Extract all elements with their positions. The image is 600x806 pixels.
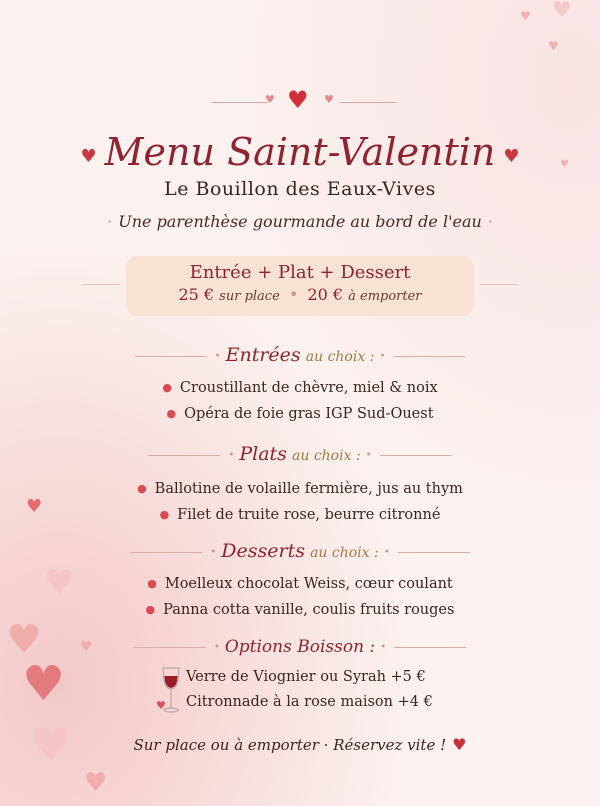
heart-icon: ♥	[6, 617, 42, 663]
menu-item	[0, 576, 600, 592]
divider	[480, 284, 518, 285]
deal-label: Entrée + Plat + Dessert	[189, 262, 411, 283]
menu-item	[0, 507, 600, 523]
footer-text: Sur place ou à emporter · Réservez vite !	[133, 736, 447, 754]
dot-icon: •	[365, 450, 372, 461]
heart-icon: ♥	[548, 39, 559, 53]
prices-row	[126, 285, 474, 304]
heart-icon: ♥	[26, 496, 43, 517]
divider	[393, 356, 465, 357]
tagline: Une parenthèse gourmande au bord de l'eau	[118, 212, 482, 231]
menu-item-text: Panna cotta vanille, coulis fruits rouges	[163, 602, 455, 618]
section-choice: au choix :	[305, 349, 375, 365]
bullet-icon: ●	[137, 482, 147, 495]
section-header-desserts	[0, 540, 600, 562]
dot-icon: •	[210, 547, 217, 558]
dot-icon: •	[380, 642, 387, 653]
dot-icon: •	[228, 450, 235, 461]
section-header-mains	[0, 443, 600, 465]
heart-icon: ♥	[156, 699, 166, 712]
heart-icon: ♥	[80, 639, 93, 655]
dot-icon: ·	[107, 212, 113, 231]
heart-icon: ♥	[560, 159, 569, 170]
divider	[398, 552, 470, 553]
tagline-row	[0, 212, 600, 231]
menu-item-text: Ballotine de volaille fermière, jus au thym	[154, 481, 463, 497]
divider	[394, 647, 466, 648]
heart-icon: ♥	[22, 656, 66, 712]
heart-icon: ♥	[520, 9, 531, 23]
section-title: Plats	[239, 443, 287, 465]
page-title: Menu Saint-Valentin	[104, 130, 496, 174]
price-on-site: 25 €	[178, 285, 215, 304]
divider	[135, 356, 207, 357]
divider	[130, 552, 202, 553]
top-ornament	[0, 88, 600, 116]
heart-icon: ♥	[503, 146, 520, 167]
bullet-icon: ●	[145, 603, 156, 616]
menu-item	[0, 380, 600, 396]
heart-icon: ♥	[30, 718, 72, 772]
menu-item	[0, 602, 600, 618]
dot-icon: ·	[487, 212, 493, 231]
bullet-icon: ●	[147, 577, 157, 590]
drink-item: Citronnade à la rose maison +4 €	[186, 694, 433, 710]
menu-item-text: Croustillant de chèvre, miel & noix	[179, 380, 438, 396]
divider	[148, 455, 220, 456]
dot-icon: •	[383, 547, 390, 558]
heart-icon: ♥	[324, 93, 334, 106]
heart-icon: ♥	[287, 86, 309, 114]
section-title: Desserts	[221, 540, 305, 562]
menu-item-text: Opéra de foie gras IGP Sud-Ouest	[184, 406, 434, 422]
section-choice: au choix :	[310, 545, 379, 561]
section-header-drinks	[0, 637, 600, 657]
bullet-icon: ●	[159, 508, 170, 521]
heart-icon: ♥	[84, 768, 108, 798]
section-choice: au choix :	[292, 448, 361, 464]
menu-item-text: Filet de truite rose, beurre citronné	[177, 507, 441, 523]
page-title-row	[0, 130, 600, 174]
menu-item-text: Moelleux chocolat Weiss, cœur coulant	[164, 576, 453, 592]
heart-icon: ♥	[552, 0, 572, 23]
dot-icon: •	[213, 642, 220, 653]
menu-item	[0, 481, 600, 497]
heart-icon: ♥	[452, 735, 467, 754]
heart-icon: ♥	[44, 563, 75, 603]
takeaway-label: à emporter	[348, 289, 422, 304]
section-title: Options Boisson :	[224, 637, 376, 657]
price-takeaway: 20 €	[307, 285, 344, 304]
dot-icon: •	[379, 351, 386, 362]
restaurant-name: Le Bouillon des Eaux-Vives	[164, 178, 436, 200]
divider	[134, 647, 206, 648]
price-box	[126, 256, 474, 316]
bullet-icon: ●	[162, 381, 172, 394]
footer	[0, 735, 600, 754]
drink-item: Verre de Viognier ou Syrah +5 €	[186, 669, 426, 685]
section-title: Entrées	[225, 344, 301, 366]
divider	[380, 455, 452, 456]
divider	[82, 284, 120, 285]
menu-item	[0, 406, 600, 422]
separator: •	[288, 285, 299, 304]
bullet-icon: ●	[166, 407, 177, 420]
heart-icon: ♥	[80, 146, 97, 167]
dot-icon: •	[214, 351, 221, 362]
on-site-label: sur place	[219, 289, 280, 304]
section-header-starters	[0, 344, 600, 366]
heart-icon: ♥	[265, 93, 275, 106]
